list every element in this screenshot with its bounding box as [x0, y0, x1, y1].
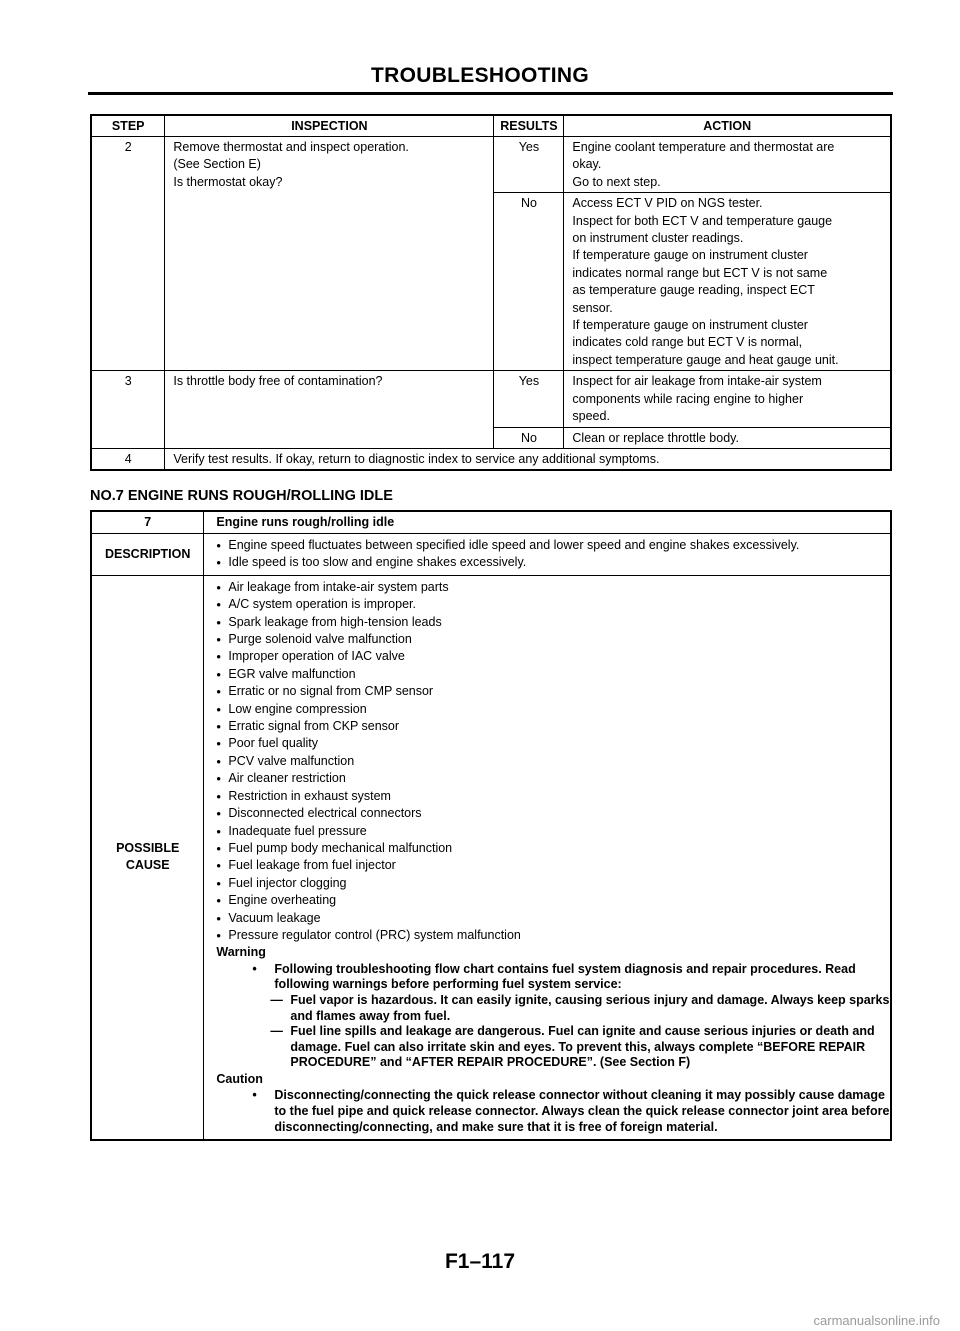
step-4-row — [91, 448, 891, 470]
cause-item: • Fuel leakage from fuel injector — [216, 857, 890, 874]
step-3-no-action: Clean or replace throttle body. — [564, 427, 891, 448]
cause-item: • Inadequate fuel pressure — [216, 823, 890, 840]
warning-dash-item: — Fuel vapor is hazardous. It can easily ignite, causing serious injury and damage. Always keep sparks and flames away from fuel. — [270, 993, 890, 1024]
warning-bullet: • Following troubleshooting flow chart contains fuel system diagnosis and repair procedures. Read following warnings before performing fuel system service: — [252, 962, 890, 993]
action-line: Go to next step. — [572, 174, 661, 189]
cause-item: • Fuel pump body mechanical malfunction — [216, 840, 890, 857]
action-line: Access ECT V PID on NGS tester. — [572, 196, 763, 211]
caution-bullet: • Disconnecting/connecting the quick release connector without cleaning it may possibly cause damage to the fuel pipe and quick release connector. Always clean the quick release connector joint area before disconnecting/connecting, and make sure that it is free of foreign material. — [252, 1088, 890, 1135]
description-item: • Engine speed fluctuates between specified idle speed and lower speed and engine shakes excessively. — [216, 537, 890, 554]
step-2-yes-action — [564, 137, 891, 193]
action-line: on instrument cluster readings. — [572, 231, 744, 246]
step-4-text: Verify test results. If okay, return to diagnostic index to service any additional symptoms. — [165, 448, 891, 470]
possible-cause-content — [204, 575, 891, 1140]
page-number: F1–117 — [444, 1250, 516, 1273]
header-inspection: INSPECTION — [165, 115, 494, 137]
step-4-number: 4 — [91, 448, 165, 470]
description-content — [204, 534, 891, 576]
action-line: If temperature gauge on instrument cluster — [572, 318, 808, 333]
cause-item: • PCV valve malfunction — [216, 753, 890, 770]
cause-item: • Erratic or no signal from CMP sensor — [216, 683, 890, 700]
step-3-no-result: No — [494, 427, 564, 448]
warning-label: Warning — [216, 945, 266, 960]
step-3-inspection: Is throttle body free of contamination? — [165, 371, 494, 449]
step-3-number: 3 — [91, 371, 165, 449]
header-step: STEP — [91, 115, 165, 137]
action-line: sensor. — [572, 300, 613, 315]
cause-item: • Improper operation of IAC valve — [216, 648, 890, 665]
cause-item: • Air cleaner restriction — [216, 770, 890, 787]
possible-cause-label-line: CAUSE — [125, 858, 170, 873]
action-line: Inspect for both ECT V and temperature gauge — [572, 213, 833, 228]
description-label: DESCRIPTION — [91, 534, 204, 576]
header-results: RESULTS — [494, 115, 564, 137]
step-2-inspection — [165, 137, 494, 371]
symptom-number: 7 — [91, 511, 204, 534]
step-2-yes-result: Yes — [494, 137, 564, 193]
action-line: speed. — [572, 409, 610, 424]
header-action: ACTION — [564, 115, 891, 137]
section-heading: NO.7 ENGINE RUNS ROUGH/ROLLING IDLE — [90, 488, 393, 504]
step-2-no-result: No — [494, 193, 564, 371]
cause-item: • Restriction in exhaust system — [216, 788, 890, 805]
step-table-header — [91, 115, 891, 137]
action-line: indicates cold range but ECT V is normal, — [572, 335, 803, 350]
step-2-inspection-line: (See Section E) — [173, 157, 261, 172]
description-item: • Idle speed is too slow and engine shakes excessively. — [216, 554, 890, 571]
cause-item: • Air leakage from intake-air system parts — [216, 579, 890, 596]
cause-item: • EGR valve malfunction — [216, 666, 890, 683]
possible-cause-label — [91, 575, 204, 1140]
possible-cause-row — [91, 575, 891, 1140]
cause-item: • Pressure regulator control (PRC) system malfunction — [216, 927, 890, 944]
action-line: Engine coolant temperature and thermostat are — [572, 140, 835, 154]
description-list — [216, 537, 890, 572]
step-3-yes-action — [564, 371, 891, 427]
action-line: as temperature gauge reading, inspect ECT — [572, 283, 815, 298]
cause-item: • Poor fuel quality — [216, 735, 890, 752]
step-3-yes-result: Yes — [494, 371, 564, 427]
possible-cause-label-line: POSSIBLE — [116, 841, 180, 856]
warning-dash-block — [252, 993, 890, 1071]
action-line: indicates normal range but ECT V is not same — [572, 265, 828, 280]
description-row — [91, 534, 891, 576]
symptom-name: Engine runs rough/rolling idle — [204, 511, 891, 534]
step-2-no-action — [564, 193, 891, 371]
warning-body — [216, 962, 890, 1071]
title-rule — [88, 92, 893, 95]
action-line: inspect temperature gauge and heat gauge unit. — [572, 352, 839, 367]
cause-item: • Purge solenoid valve malfunction — [216, 631, 890, 648]
page-title: TROUBLESHOOTING — [371, 64, 589, 87]
symptom-table — [90, 510, 892, 1141]
action-line: okay. — [572, 157, 602, 172]
action-line: If temperature gauge on instrument cluster — [572, 248, 808, 263]
step-2-inspection-line: Is thermostat okay? — [173, 174, 283, 189]
cause-item: • A/C system operation is improper. — [216, 596, 890, 613]
cause-item: • Engine overheating — [216, 892, 890, 909]
action-line: Inspect for air leakage from intake-air system — [572, 374, 822, 389]
step-3-yes-row — [91, 371, 891, 427]
step-table — [90, 114, 892, 471]
cause-item: • Fuel injector clogging — [216, 875, 890, 892]
cause-item: • Low engine compression — [216, 701, 890, 718]
step-2-number: 2 — [91, 137, 165, 371]
cause-item: • Spark leakage from high-tension leads — [216, 614, 890, 631]
action-line: components while racing engine to higher — [572, 391, 804, 406]
step-2-inspection-line: Remove thermostat and inspect operation. — [173, 140, 409, 154]
warning-dash-item: — Fuel line spills and leakage are dangerous. Fuel can ignite and cause serious injuries or death and damage. Fuel can also irritate skin and eyes. To prevent this, always complete “BEFORE REPAIR PROCEDURE” and “AFTER REPAIR PROCEDURE”. (See Section F) — [270, 1024, 890, 1071]
cause-item: • Disconnected electrical connectors — [216, 805, 890, 822]
caution-label: Caution — [216, 1071, 263, 1086]
symptom-header-row — [91, 511, 891, 534]
cause-item: • Vacuum leakage — [216, 910, 890, 927]
cause-list — [216, 579, 890, 945]
caution-body — [216, 1088, 890, 1135]
step-2-yes-row — [91, 137, 891, 193]
cause-item: • Erratic signal from CKP sensor — [216, 718, 890, 735]
watermark: carmanualsonline.info — [813, 1313, 940, 1328]
